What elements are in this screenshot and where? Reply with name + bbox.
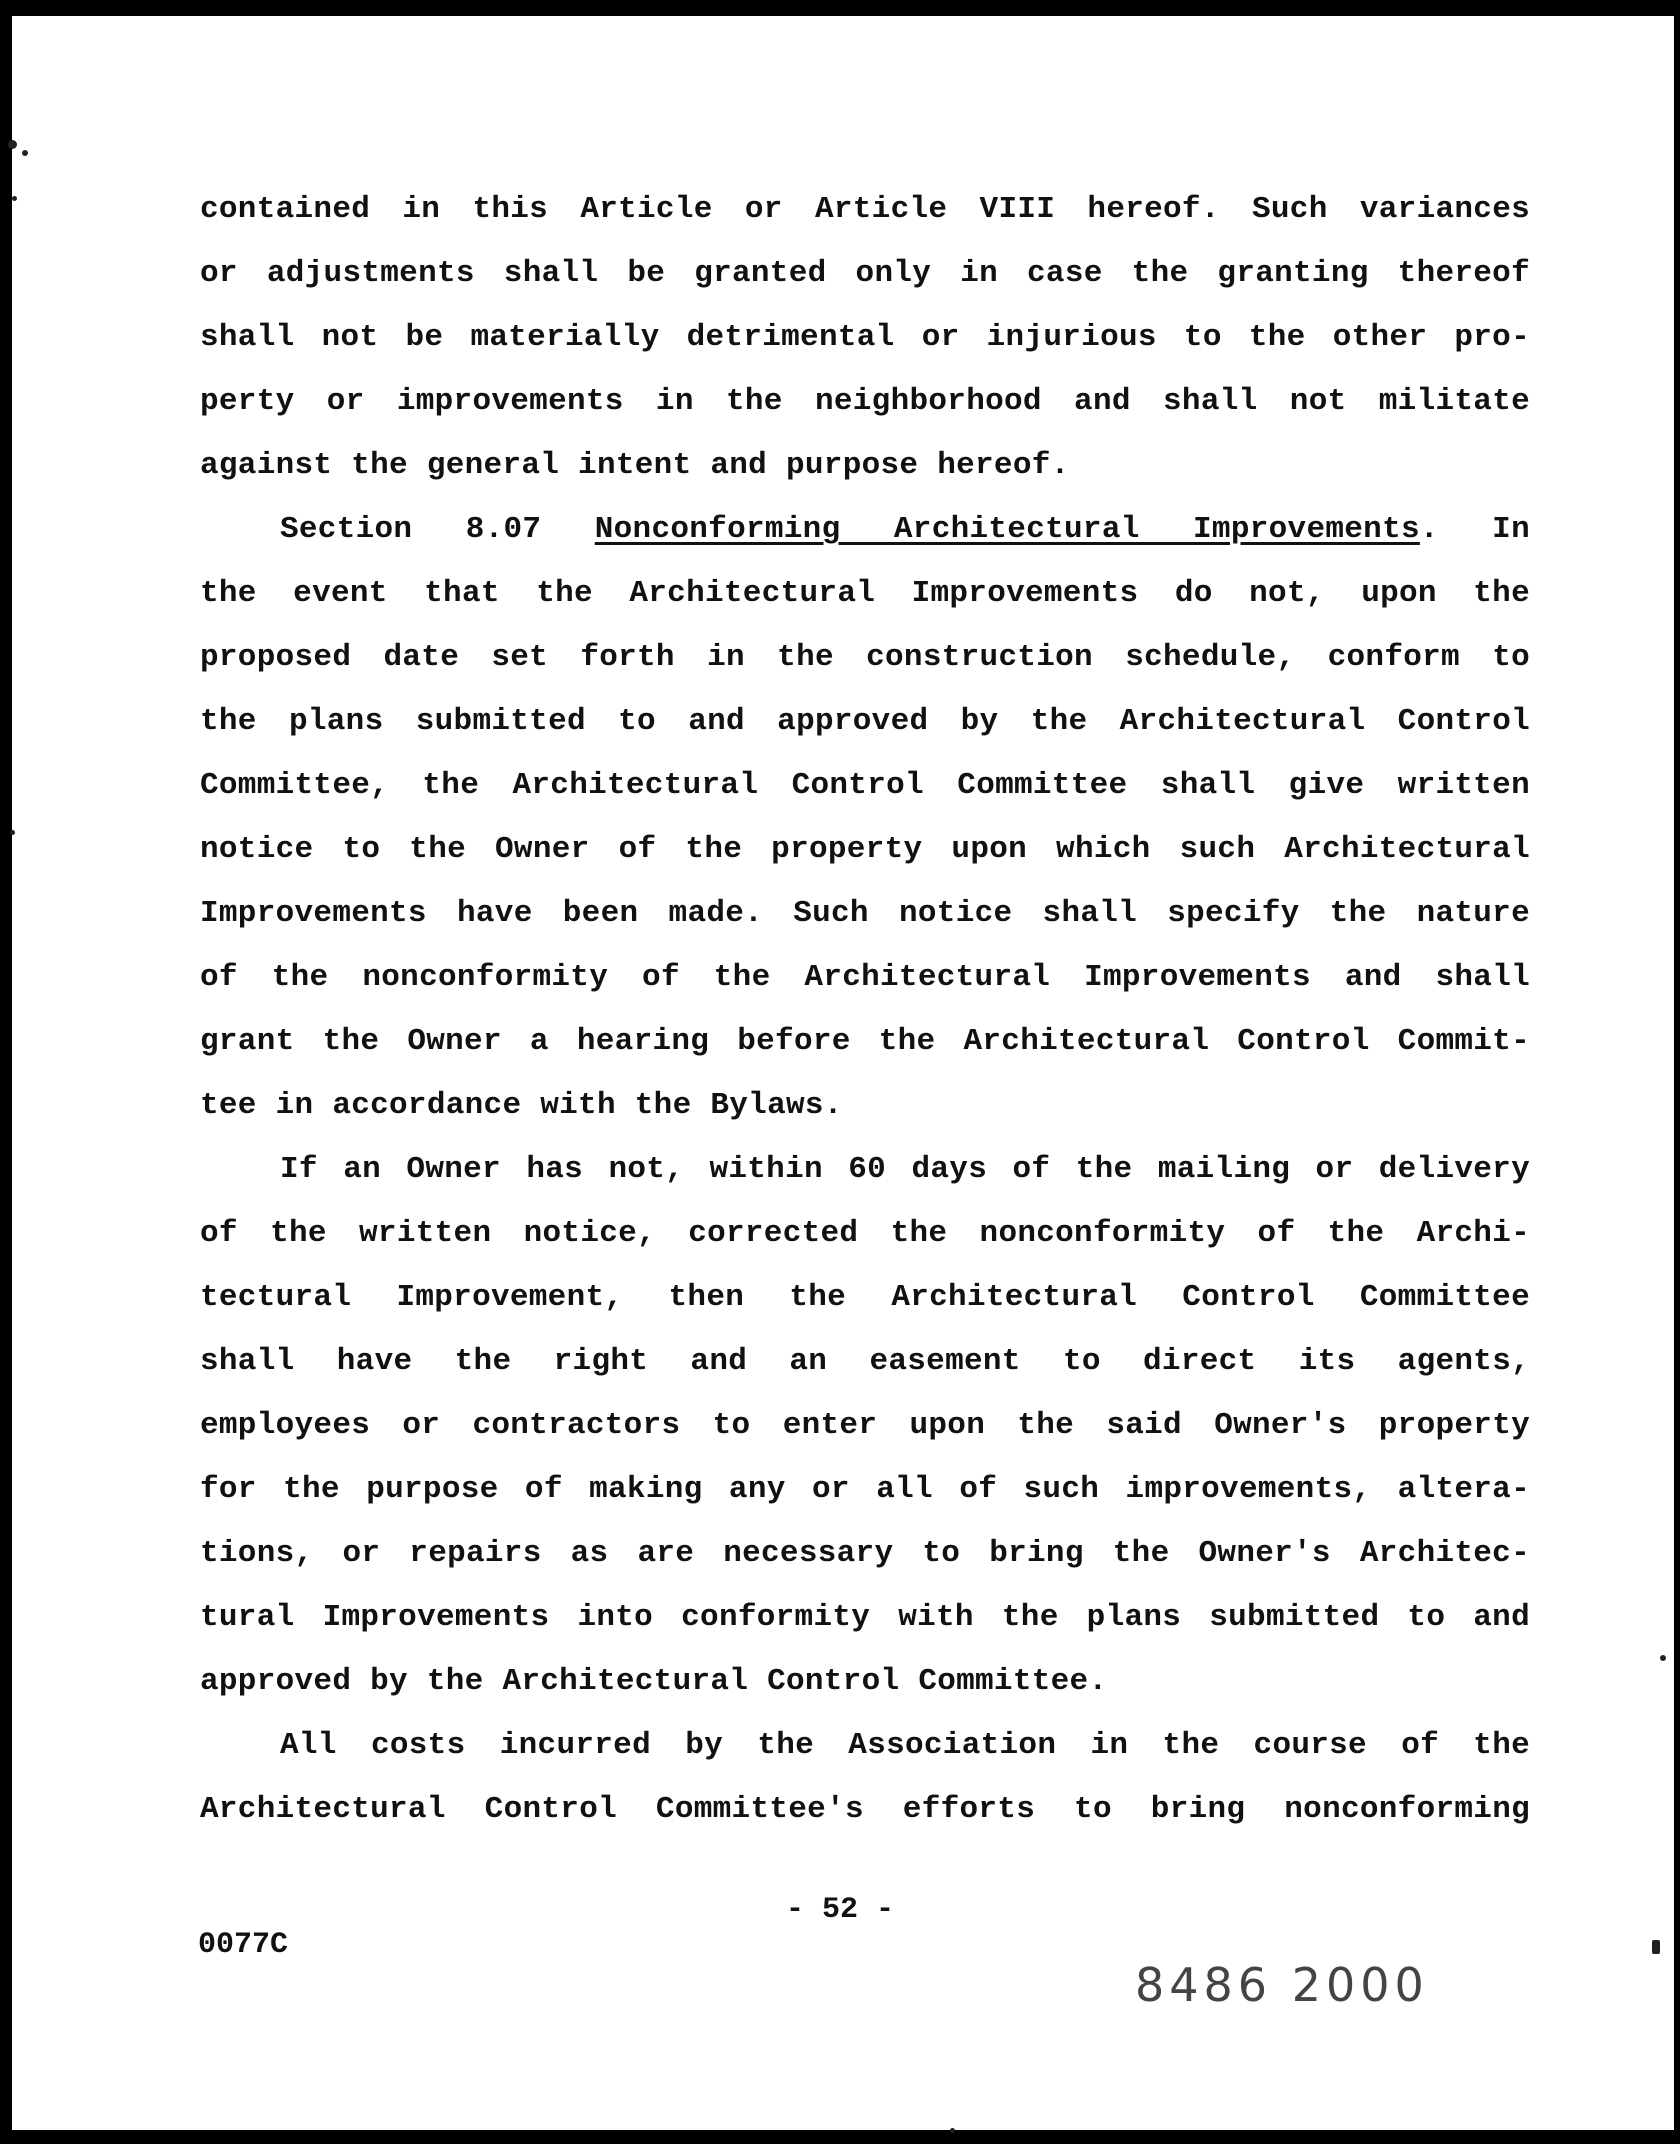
text-line: employees or contractors to enter upon the said Owner's property [200, 1408, 1530, 1443]
section-number: Section 8.07 [280, 512, 542, 547]
text-line: the plans submitted to and approved by the Architectural Control [200, 704, 1530, 739]
text-line: notice to the Owner of the property upon which such Architectural [200, 832, 1530, 867]
scan-speck [8, 140, 17, 149]
text-line: Committee, the Architectural Control Committee shall give written [200, 768, 1530, 803]
section-heading-line [200, 505, 1530, 569]
text-line: Architectural Control Committee's efforts to bring nonconforming [200, 1792, 1530, 1827]
text-line: approved by the Architectural Control Committee. [200, 1664, 1108, 1699]
text-line: tions, or repairs as are necessary to bring the Owner's Architec- [200, 1536, 1530, 1571]
text-line: of the written notice, corrected the nonconformity of the Archi- [200, 1216, 1530, 1251]
text-line: against the general intent and purpose hereof. [200, 448, 1070, 483]
document-body [200, 185, 1530, 1849]
scan-speck [950, 2128, 955, 2133]
scan-speck [22, 150, 28, 156]
text-line: If an Owner has not, within 60 days of the mailing or delivery [280, 1152, 1530, 1187]
scan-speck [10, 830, 15, 835]
text-line: tectural Improvement, then the Architectural Control Committee [200, 1280, 1530, 1315]
scan-speck [1652, 1940, 1660, 1954]
text-line: shall have the right and an easement to direct its agents, [200, 1344, 1530, 1379]
text-line: proposed date set forth in the construction schedule, conform to [200, 640, 1530, 675]
page-number: - 52 - [785, 1893, 895, 1927]
stamp-number: 8486 2000 [1135, 1958, 1429, 2012]
text-line: contained in this Article or Article VIII hereof. Such variances [200, 192, 1530, 227]
text-line: tural Improvements into conformity with the plans submitted to and [200, 1600, 1530, 1635]
text-line: or adjustments shall be granted only in case the granting thereof [200, 256, 1530, 291]
text-line: shall not be materially detrimental or injurious to the other pro- [200, 320, 1530, 355]
document-code: 0077C [198, 1928, 289, 1962]
text-line: tee in accordance with the Bylaws. [200, 1088, 843, 1123]
scan-speck [1660, 1655, 1666, 1661]
scan-speck [12, 196, 17, 201]
text-line: Improvements have been made. Such notice shall specify the nature [200, 896, 1530, 931]
text-line: for the purpose of making any or all of such improvements, altera- [200, 1472, 1530, 1507]
text-line: perty or improvements in the neighborhood and shall not militate [200, 384, 1530, 419]
text-line: the event that the Architectural Improvements do not, upon the [200, 576, 1530, 611]
section-title: Nonconforming Architectural Improvements [594, 512, 1420, 547]
text-line: All costs incurred by the Association in the course of the [280, 1728, 1530, 1763]
text-line: of the nonconformity of the Architectural Improvements and shall [200, 960, 1530, 995]
section-heading-tail: . In [1419, 512, 1530, 547]
text-line: grant the Owner a hearing before the Architectural Control Commit- [200, 1024, 1530, 1059]
